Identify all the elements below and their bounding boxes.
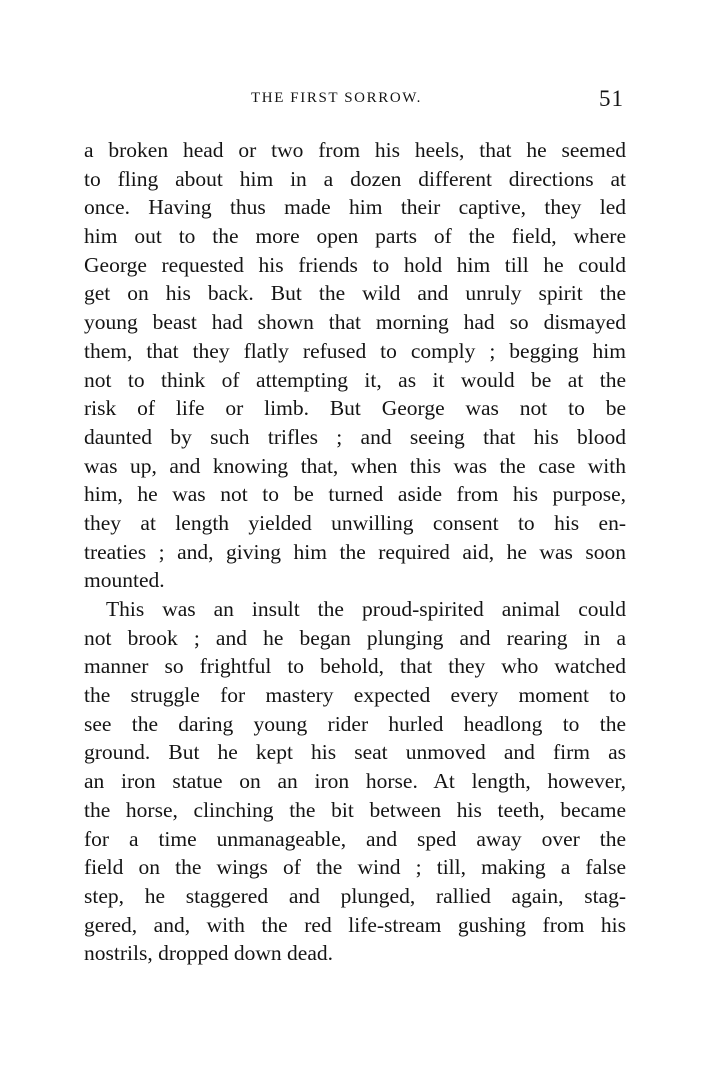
text-line: not brook ; and he began plunging and rearing in a	[84, 625, 626, 650]
text-line: gered, and, with the red life-stream gushing from his	[84, 912, 626, 937]
text-line: mounted.	[84, 568, 165, 593]
text-line: George requested his friends to hold him till he could	[84, 252, 626, 277]
text-line: him out to the more open parts of the field, where	[84, 224, 626, 249]
text-line: step, he staggered and plunged, rallied again, stag-	[84, 883, 626, 908]
running-title: THE FIRST SORROW.	[251, 90, 422, 106]
text-line: him, he was not to be turned aside from his purpose,	[84, 482, 626, 507]
text-line: the horse, clinching the bit between his teeth, became	[84, 797, 626, 822]
text-line: they at length yielded unwilling consent to his en-	[84, 510, 626, 535]
text-line: once. Having thus made him their captive, they led	[84, 195, 626, 220]
text-line: ground. But he kept his seat unmoved and firm as	[84, 740, 626, 765]
text-line: manner so frightful to behold, that they who watched	[84, 654, 626, 679]
text-line: treaties ; and, giving him the required aid, he was soon	[84, 539, 626, 564]
text-line: risk of life or limb. But George was not to be	[84, 396, 626, 421]
text-line: get on his back. But the wild and unruly spirit the	[84, 281, 626, 306]
text-line: field on the wings of the wind ; till, making a false	[84, 855, 626, 880]
text-line: for a time unmanageable, and sped away over the	[84, 826, 626, 851]
text-line: This was an insult the proud-spirited animal could	[106, 597, 626, 621]
text-line: was up, and knowing that, when this was the case with	[84, 453, 626, 478]
text-line: the struggle for mastery expected every moment to	[84, 683, 626, 708]
paragraph-2	[84, 595, 626, 968]
text-line: daunted by such trifles ; and seeing that his blood	[84, 424, 626, 449]
text-line: to fling about him in a dozen different directions at	[84, 166, 626, 191]
text-line: a broken head or two from his heels, that he seemed	[84, 138, 626, 162]
text-line: nostrils, dropped down dead.	[84, 941, 334, 966]
paragraph-1	[84, 136, 626, 595]
page-number: 51	[599, 86, 624, 111]
text-line: not to think of attempting it, as it would be at the	[84, 367, 626, 392]
text-line: young beast had shown that morning had so dismayed	[84, 310, 626, 335]
text-line: them, that they flatly refused to comply ; begging him	[84, 338, 626, 363]
text-line: see the daring young rider hurled headlong to the	[84, 711, 626, 736]
running-head	[0, 88, 720, 118]
text-line: an iron statue on an iron horse. At length, however,	[84, 769, 626, 794]
body-text	[84, 136, 626, 968]
